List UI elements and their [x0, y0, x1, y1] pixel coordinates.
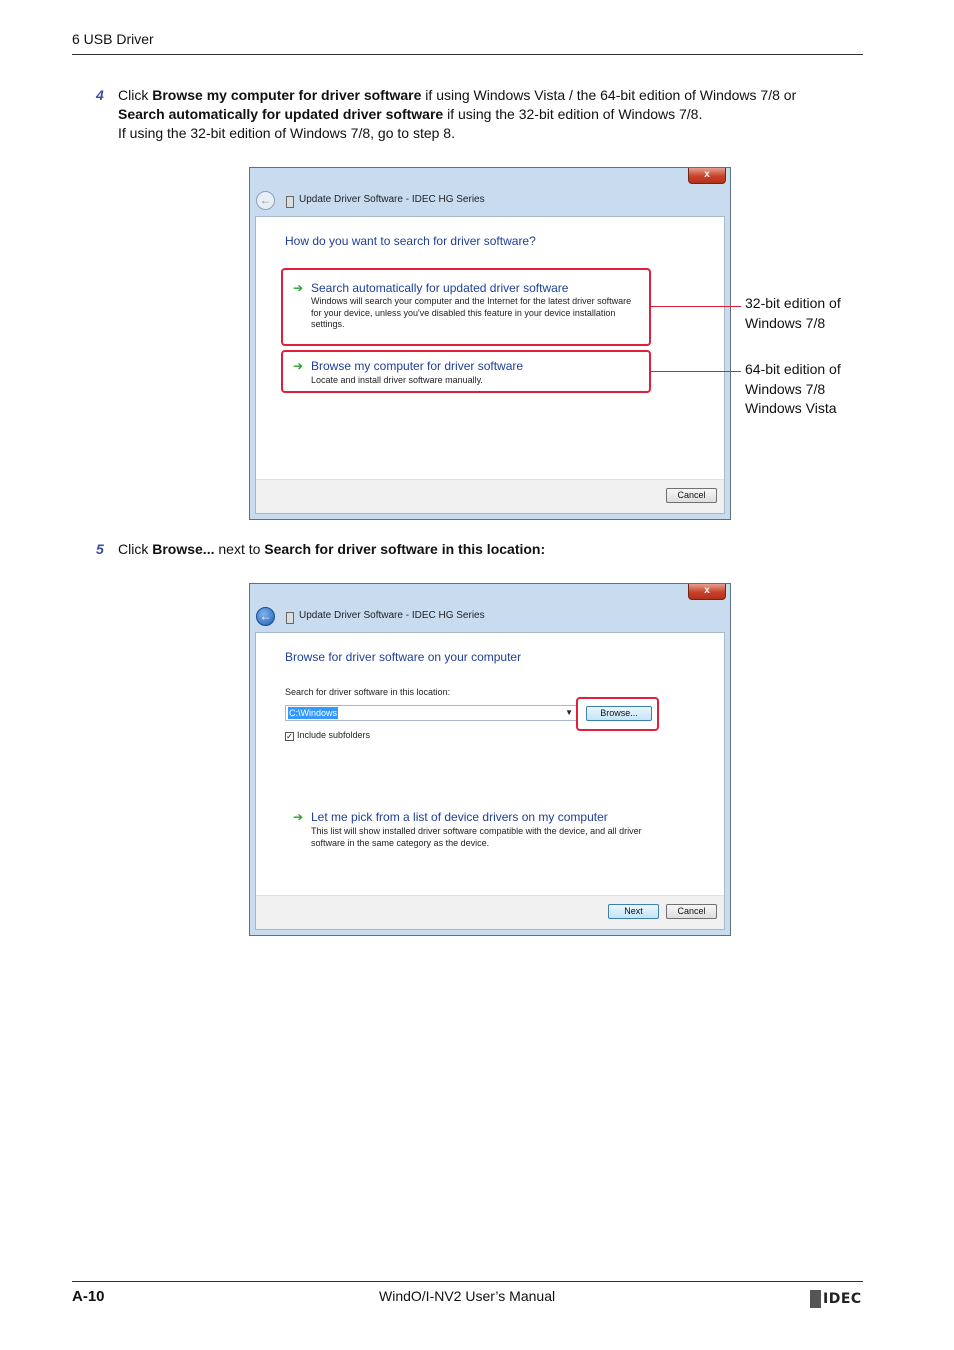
callout-64bit	[745, 360, 841, 419]
step-4-text-3: if using the 32-bit edition of Windows 7/8.	[443, 106, 703, 122]
callout-line-text: Windows Vista	[745, 400, 837, 416]
step-4-text-2: if using Windows Vista / the 64-bit edition of Windows 7/8 or	[421, 87, 797, 103]
option-pick-from-list-desc	[311, 826, 642, 849]
logo-bar-icon	[810, 1290, 821, 1308]
close-button[interactable]: x	[688, 584, 726, 600]
search-location-input[interactable]	[285, 705, 577, 721]
step-5-text	[118, 540, 858, 559]
desc-line: for your device, unless you've disabled this feature in your device installation	[311, 307, 616, 318]
callout-line-text: 32-bit edition of	[745, 295, 841, 311]
step-4-text-1: Click	[118, 87, 153, 103]
step-4-bold-1: Browse my computer for driver software	[152, 87, 422, 103]
dialog-title: Update Driver Software - IDEC HG Series	[299, 610, 485, 621]
next-button[interactable]: Next	[608, 904, 659, 919]
green-arrow-icon: ➔	[293, 281, 304, 295]
footer-rule	[72, 1281, 863, 1282]
idec-logo	[810, 1290, 862, 1308]
dialog-button-bar	[256, 895, 724, 929]
usb-device-icon	[286, 196, 294, 208]
callout-line-text: Windows 7/8	[745, 380, 826, 397]
step-5-bold-2: Search for driver software in this location:	[264, 541, 546, 557]
option-pick-from-list[interactable]: Let me pick from a list of device drivers on my computer	[311, 810, 608, 824]
step-4-bold-2: Search automatically for updated driver software	[118, 106, 444, 122]
include-subfolders-checkbox[interactable]: ✓	[286, 732, 293, 741]
dialog-content	[255, 632, 725, 930]
step-4-text-4: If using the 32-bit edition of Windows 7/8, go to step 8.	[118, 125, 455, 141]
search-location-value: C:\Windows	[289, 708, 338, 718]
dialog-heading: Browse for driver software on your computer	[285, 650, 522, 664]
option-search-automatically[interactable]: Search automatically for updated driver software	[311, 281, 569, 295]
step-5-text-1: Click	[118, 541, 153, 557]
dialog-title: Update Driver Software - IDEC HG Series	[299, 194, 485, 205]
step-5-number: 5	[96, 541, 104, 557]
highlight-browse-button	[576, 697, 659, 731]
highlight-search-automatically	[281, 268, 651, 346]
callout-line-text: 64-bit edition of	[745, 361, 841, 377]
back-arrow-icon[interactable]: ←	[256, 191, 275, 210]
cancel-button[interactable]: Cancel	[666, 904, 717, 919]
manual-title: WindO/I-NV2 User’s Manual	[379, 1288, 556, 1304]
callout-line-32bit	[651, 306, 741, 307]
callout-32bit	[745, 294, 841, 333]
close-button[interactable]: x	[688, 168, 726, 184]
usb-device-icon	[286, 612, 294, 624]
page-number: A-10	[72, 1288, 105, 1305]
include-subfolders-label: Include subfolders	[297, 730, 371, 740]
step-5-text-2: next to	[214, 541, 265, 557]
option-browse-my-computer-desc: Locate and install driver software manually.	[311, 375, 483, 385]
callout-line-text: Windows 7/8	[745, 314, 826, 331]
green-arrow-icon: ➔	[293, 359, 304, 373]
chevron-down-icon[interactable]: ▼	[565, 708, 573, 717]
step-4-number: 4	[96, 87, 104, 103]
desc-line: settings.	[311, 319, 345, 329]
desc-line: This list will show installed driver software compatible with the device, and all driver	[311, 826, 642, 836]
back-arrow-icon[interactable]: ←	[256, 607, 275, 626]
callout-line-64bit	[651, 371, 741, 372]
header-rule	[72, 54, 863, 55]
logo-text: IDEC	[823, 1291, 862, 1307]
cancel-button[interactable]: Cancel	[666, 488, 717, 503]
desc-line: software in the same category as the device.	[311, 837, 490, 848]
dialog-browse-for-driver	[249, 583, 731, 936]
search-location-label: Search for driver software in this location:	[285, 687, 451, 697]
highlight-browse-my-computer	[281, 350, 651, 393]
step-5-bold-1: Browse...	[152, 541, 215, 557]
chapter-header: 6 USB Driver	[72, 31, 154, 47]
green-arrow-icon: ➔	[293, 810, 304, 824]
dialog-heading: How do you want to search for driver software?	[285, 234, 536, 248]
browse-button[interactable]: Browse...	[586, 706, 652, 721]
desc-line: Windows will search your computer and the Internet for the latest driver software	[311, 296, 632, 306]
step-4-text	[118, 86, 858, 143]
dialog-button-bar	[256, 479, 724, 513]
option-browse-my-computer[interactable]: Browse my computer for driver software	[311, 359, 524, 373]
